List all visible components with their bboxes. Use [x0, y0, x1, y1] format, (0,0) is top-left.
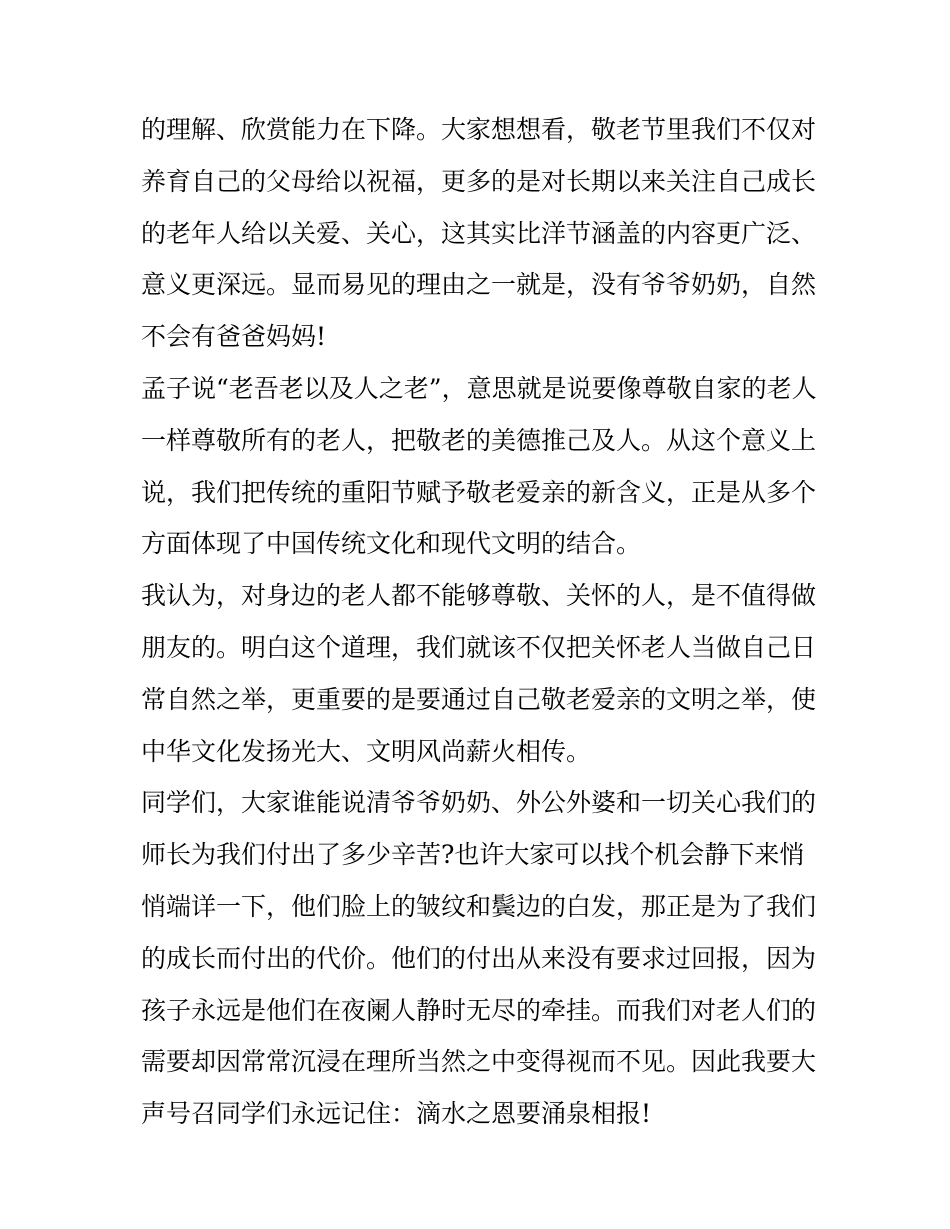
text-line: 的理解、欣赏能力在下降。大家想想看，敬老节里我们不仅对 — [141, 115, 817, 144]
text-line: 不会有爸爸妈妈! — [141, 322, 327, 352]
text-line: 孟子说“老吾老以及人之老”，意思就是说要像尊敬自家的老人 — [141, 373, 817, 403]
text-line: 方面体现了中国传统文化和现代文明的结合。 — [141, 529, 642, 559]
text-line: 孩子永远是他们在夜阑人静时无尽的牵挂。而我们对老人们的 — [141, 995, 817, 1025]
text-line: 的老年人给以关爱、关心，这其实比洋节涵盖的内容更广泛、 — [141, 218, 817, 248]
text-line: 一样尊敬所有的老人，把敬老的美德推己及人。从这个意义上 — [141, 425, 817, 455]
text-line: 朋友的。明白这个道理，我们就该不仅把关怀老人当做自己日 — [141, 632, 817, 662]
text-line: 常自然之举，更重要的是要通过自己敬老爱亲的文明之举，使 — [141, 684, 817, 714]
text-line: 需要却因常常沉浸在理所当然之中变得视而不见。因此我要大 — [141, 1047, 817, 1077]
text-line: 中华文化发扬光大、文明风尚薪火相传。 — [141, 736, 592, 766]
text-line: 同学们，大家谁能说清爷爷奶奶、外公外婆和一切关心我们的 — [141, 788, 817, 818]
text-line: 声号召同学们永远记住：滴水之恩要涌泉相报! — [141, 1099, 652, 1129]
text-line: 养育自己的父母给以祝福，更多的是对长期以来关注自己成长 — [141, 166, 817, 196]
text-line: 我认为，对身边的老人都不能够尊敬、关怀的人，是不值得做 — [141, 581, 817, 611]
text-line: 师长为我们付出了多少辛苦?也许大家可以找个机会静下来悄 — [141, 840, 805, 870]
text-line: 悄端详一下，他们脸上的皱纹和鬓边的白发，那正是为了我们 — [141, 891, 817, 921]
text-line: 的成长而付出的代价。他们的付出从来没有要求过回报，因为 — [141, 943, 817, 973]
document-body — [141, 104, 821, 1140]
text-line: 说，我们把传统的重阳节赋予敬老爱亲的新含义，正是从多个 — [141, 477, 817, 507]
text-line: 意义更深远。显而易见的理由之一就是，没有爷爷奶奶，自然 — [141, 270, 817, 300]
